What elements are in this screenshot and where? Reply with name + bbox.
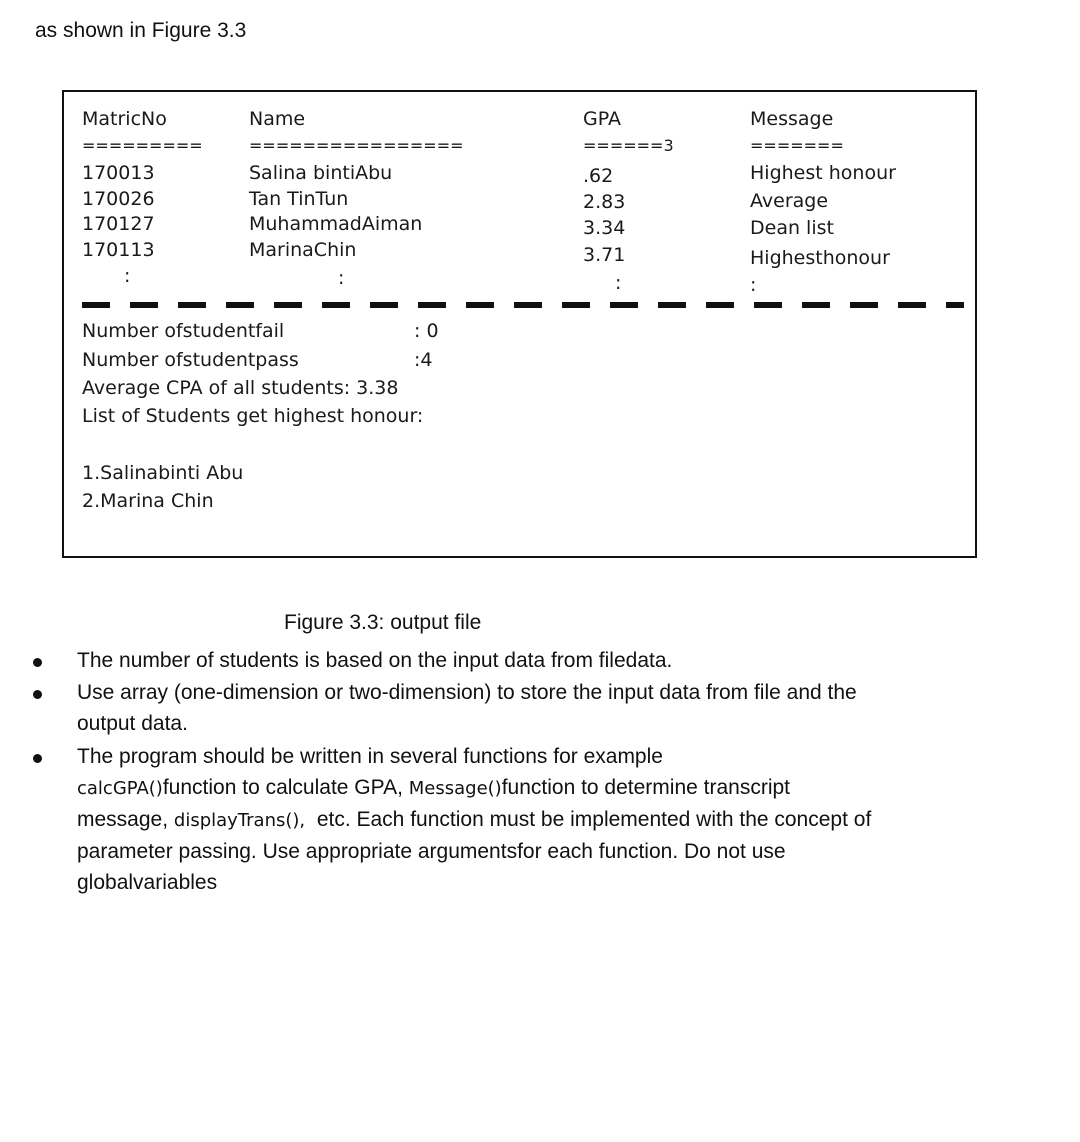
separator-matric: ========= [82,136,203,155]
row-1-matric: 170013 [82,162,155,184]
row-1-name: Salina bintiAbu [249,162,393,184]
bullet-icon [33,754,42,763]
bullet-text [77,741,877,898]
bullet-text-part: etc. Each function must be implemented with the concept of parameter passing. Use appropriate argumentsfor each function. Do not use globalvariables [77,808,872,894]
header-message: Message [750,108,834,130]
ellipsis-message: : [750,274,757,296]
pass-count-label: Number ofstudentpass [82,349,299,371]
output-file-box [62,90,977,558]
row-3-gpa: 3.34 [583,217,626,239]
figure-caption: Figure 3.3: output file [284,611,482,634]
honour-list-item: 2.Marina Chin [82,490,214,512]
bullet-icon [33,690,42,699]
function-name: displayTrans(), [173,810,306,831]
bullet-text: The number of students is based on the input data from filedata. [77,649,673,672]
separator-message: ======= [750,136,844,155]
row-1-gpa: .62 [583,165,614,187]
row-2-name: Tan TinTun [249,188,349,210]
average-cpa: Average CPA of all students: 3.38 [82,377,399,399]
function-name: Message() [408,778,502,799]
bullet-text-part: function to determine transcript message, [77,776,791,831]
separator-name: ================ [249,136,464,155]
fail-count-value: : 0 [414,320,439,342]
ellipsis-name: : [338,267,345,289]
header-gpa: GPA [583,108,621,130]
row-4-message: Highesthonour [750,247,890,269]
intro-text: as shown in Figure 3.3 [35,19,247,42]
header-name: Name [249,108,306,130]
ellipsis-matric: : [124,265,131,287]
separator-gpa: ======3 [583,136,674,155]
dashed-divider [82,302,964,308]
row-3-message: Dean list [750,217,834,239]
row-2-gpa: 2.83 [583,191,626,213]
function-name: calcGPA() [77,778,163,799]
row-2-matric: 170026 [82,188,155,210]
ellipsis-gpa: : [615,272,622,294]
row-4-matric: 170113 [82,239,155,261]
bullet-text: Use array (one-dimension or two-dimension) to store the input data from file and the output data. [77,681,857,735]
bullet-text-part: The program should be written in several functions for example [77,745,663,768]
row-4-name: MarinaChin [249,239,357,261]
row-4-gpa: 3.71 [583,244,626,266]
header-matric: MatricNo [82,108,167,130]
pass-count-value: :4 [414,349,433,371]
bullet-icon [33,658,42,667]
honour-list-heading: List of Students get highest honour: [82,405,424,427]
row-2-message: Average [750,190,829,212]
row-1-message: Highest honour [750,162,896,184]
honour-list-item: 1.Salinabinti Abu [82,462,244,484]
row-3-matric: 170127 [82,213,155,235]
fail-count-label: Number ofstudentfail [82,320,285,342]
row-3-name: MuhammadAiman [249,213,423,235]
bullet-text-part: function to calculate GPA, [162,776,403,799]
